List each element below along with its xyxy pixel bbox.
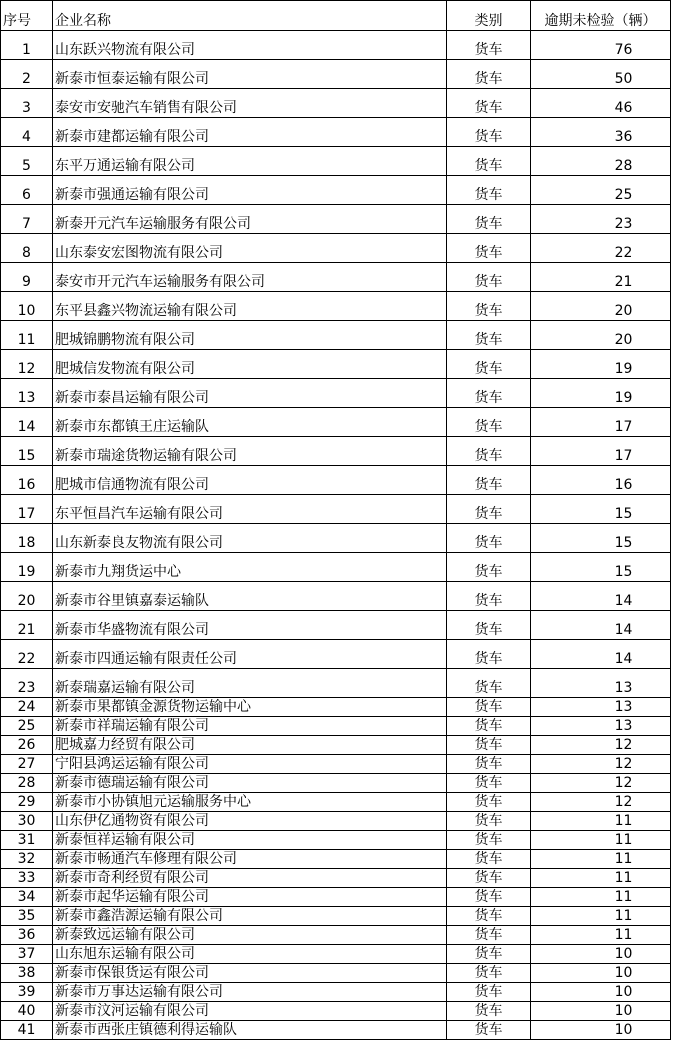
row-company-name: 新泰市祥瑞运输有限公司 xyxy=(53,717,447,736)
row-category: 货车 xyxy=(447,736,531,755)
row-company-name: 泰安市安驰汽车销售有限公司 xyxy=(53,89,447,118)
row-overdue-count: 76 xyxy=(531,31,671,60)
row-category: 货车 xyxy=(447,89,531,118)
row-company-name: 山东新泰良友物流有限公司 xyxy=(53,524,447,553)
row-category: 货车 xyxy=(447,408,531,437)
row-category: 货车 xyxy=(447,717,531,736)
row-category: 货车 xyxy=(447,437,531,466)
row-category: 货车 xyxy=(447,147,531,176)
row-overdue-count: 10 xyxy=(531,964,671,983)
row-company-name: 泰安市开元汽车运输服务有限公司 xyxy=(53,263,447,292)
row-overdue-count: 15 xyxy=(531,495,671,524)
row-category: 货车 xyxy=(447,812,531,831)
row-company-name: 肥城市信通物流有限公司 xyxy=(53,466,447,495)
row-seq: 9 xyxy=(1,263,53,292)
row-category: 货车 xyxy=(447,640,531,669)
table-row xyxy=(1,888,671,907)
table-row xyxy=(1,793,671,812)
table-row xyxy=(1,1002,671,1021)
row-seq: 27 xyxy=(1,755,53,774)
row-overdue-count: 12 xyxy=(531,736,671,755)
row-company-name: 新泰市小协镇旭元运输服务中心 xyxy=(53,793,447,812)
row-company-name: 新泰市果都镇金源货物运输中心 xyxy=(53,698,447,717)
row-company-name: 新泰市东都镇王庄运输队 xyxy=(53,408,447,437)
row-overdue-count: 23 xyxy=(531,205,671,234)
row-category: 货车 xyxy=(447,466,531,495)
row-overdue-count: 13 xyxy=(531,669,671,698)
row-seq: 30 xyxy=(1,812,53,831)
row-company-name: 宁阳县鸿运运输有限公司 xyxy=(53,755,447,774)
table-body xyxy=(1,31,671,1040)
row-overdue-count: 36 xyxy=(531,118,671,147)
header-row xyxy=(1,1,671,31)
table-row xyxy=(1,234,671,263)
row-category: 货车 xyxy=(447,926,531,945)
row-category: 货车 xyxy=(447,118,531,147)
row-seq: 26 xyxy=(1,736,53,755)
row-category: 货车 xyxy=(447,907,531,926)
row-overdue-count: 25 xyxy=(531,176,671,205)
table-row xyxy=(1,774,671,793)
row-seq: 38 xyxy=(1,964,53,983)
row-seq: 20 xyxy=(1,582,53,611)
row-seq: 17 xyxy=(1,495,53,524)
row-category: 货车 xyxy=(447,983,531,1002)
row-company-name: 新泰致远运输有限公司 xyxy=(53,926,447,945)
row-seq: 13 xyxy=(1,379,53,408)
row-company-name: 山东泰安宏图物流有限公司 xyxy=(53,234,447,263)
row-overdue-count: 14 xyxy=(531,640,671,669)
row-category: 货车 xyxy=(447,524,531,553)
row-company-name: 新泰恒祥运输有限公司 xyxy=(53,831,447,850)
row-company-name: 新泰市九翔货运中心 xyxy=(53,553,447,582)
row-seq: 6 xyxy=(1,176,53,205)
row-seq: 34 xyxy=(1,888,53,907)
row-overdue-count: 11 xyxy=(531,907,671,926)
row-overdue-count: 19 xyxy=(531,379,671,408)
row-overdue-count: 28 xyxy=(531,147,671,176)
table-row xyxy=(1,553,671,582)
row-category: 货车 xyxy=(447,888,531,907)
row-category: 货车 xyxy=(447,964,531,983)
table-row xyxy=(1,466,671,495)
row-seq: 19 xyxy=(1,553,53,582)
row-category: 货车 xyxy=(447,582,531,611)
table-row xyxy=(1,205,671,234)
row-company-name: 新泰市西张庄镇德利得运输队 xyxy=(53,1021,447,1040)
row-company-name: 新泰市起华运输有限公司 xyxy=(53,888,447,907)
row-category: 货车 xyxy=(447,774,531,793)
row-seq: 15 xyxy=(1,437,53,466)
row-category: 货车 xyxy=(447,234,531,263)
row-overdue-count: 10 xyxy=(531,1002,671,1021)
table-row xyxy=(1,176,671,205)
row-company-name: 新泰市鑫浩源运输有限公司 xyxy=(53,907,447,926)
table-row xyxy=(1,907,671,926)
row-overdue-count: 13 xyxy=(531,698,671,717)
row-company-name: 新泰市畅通汽车修理有限公司 xyxy=(53,850,447,869)
row-category: 货车 xyxy=(447,379,531,408)
row-overdue-count: 11 xyxy=(531,831,671,850)
row-seq: 12 xyxy=(1,350,53,379)
table-row xyxy=(1,263,671,292)
row-seq: 22 xyxy=(1,640,53,669)
row-company-name: 新泰市强通运输有限公司 xyxy=(53,176,447,205)
row-seq: 4 xyxy=(1,118,53,147)
row-company-name: 新泰市奇利经贸有限公司 xyxy=(53,869,447,888)
header-seq: 序号 xyxy=(1,1,53,31)
row-company-name: 新泰市恒泰运输有限公司 xyxy=(53,60,447,89)
table-row xyxy=(1,524,671,553)
row-seq: 16 xyxy=(1,466,53,495)
row-seq: 29 xyxy=(1,793,53,812)
row-overdue-count: 13 xyxy=(531,717,671,736)
row-category: 货车 xyxy=(447,831,531,850)
row-company-name: 肥城信发物流有限公司 xyxy=(53,350,447,379)
row-overdue-count: 12 xyxy=(531,755,671,774)
row-seq: 24 xyxy=(1,698,53,717)
table-row xyxy=(1,669,671,698)
row-overdue-count: 17 xyxy=(531,437,671,466)
header-category: 类别 xyxy=(447,1,531,31)
row-company-name: 新泰市建都运输有限公司 xyxy=(53,118,447,147)
table-row xyxy=(1,408,671,437)
row-company-name: 新泰市保银货运有限公司 xyxy=(53,964,447,983)
row-company-name: 山东旭东运输有限公司 xyxy=(53,945,447,964)
table-row xyxy=(1,945,671,964)
table-row xyxy=(1,736,671,755)
row-seq: 8 xyxy=(1,234,53,263)
row-company-name: 新泰市谷里镇嘉泰运输队 xyxy=(53,582,447,611)
table-row xyxy=(1,379,671,408)
row-category: 货车 xyxy=(447,669,531,698)
row-category: 货车 xyxy=(447,945,531,964)
row-overdue-count: 10 xyxy=(531,983,671,1002)
row-company-name: 肥城嘉力经贸有限公司 xyxy=(53,736,447,755)
row-company-name: 新泰瑞嘉运输有限公司 xyxy=(53,669,447,698)
row-seq: 35 xyxy=(1,907,53,926)
row-seq: 40 xyxy=(1,1002,53,1021)
row-category: 货车 xyxy=(447,1002,531,1021)
row-overdue-count: 50 xyxy=(531,60,671,89)
row-company-name: 新泰市四通运输有限责任公司 xyxy=(53,640,447,669)
row-company-name: 肥城锦鹏物流有限公司 xyxy=(53,321,447,350)
row-category: 货车 xyxy=(447,31,531,60)
row-seq: 23 xyxy=(1,669,53,698)
row-seq: 10 xyxy=(1,292,53,321)
row-overdue-count: 11 xyxy=(531,869,671,888)
table-row xyxy=(1,350,671,379)
table-row xyxy=(1,495,671,524)
row-overdue-count: 20 xyxy=(531,321,671,350)
row-seq: 39 xyxy=(1,983,53,1002)
row-company-name: 山东跃兴物流有限公司 xyxy=(53,31,447,60)
row-category: 货车 xyxy=(447,263,531,292)
row-overdue-count: 11 xyxy=(531,926,671,945)
table-row xyxy=(1,812,671,831)
table-row xyxy=(1,582,671,611)
table-row xyxy=(1,717,671,736)
row-category: 货车 xyxy=(447,350,531,379)
row-category: 货车 xyxy=(447,176,531,205)
row-seq: 1 xyxy=(1,31,53,60)
row-overdue-count: 20 xyxy=(531,292,671,321)
table-row xyxy=(1,964,671,983)
table-row xyxy=(1,1021,671,1040)
row-overdue-count: 46 xyxy=(531,89,671,118)
row-seq: 33 xyxy=(1,869,53,888)
row-seq: 41 xyxy=(1,1021,53,1040)
row-overdue-count: 11 xyxy=(531,850,671,869)
table-row xyxy=(1,831,671,850)
row-overdue-count: 22 xyxy=(531,234,671,263)
row-category: 货车 xyxy=(447,869,531,888)
row-seq: 36 xyxy=(1,926,53,945)
row-overdue-count: 11 xyxy=(531,888,671,907)
row-company-name: 新泰市瑞途货物运输有限公司 xyxy=(53,437,447,466)
row-category: 货车 xyxy=(447,321,531,350)
row-company-name: 新泰市德瑞运输有限公司 xyxy=(53,774,447,793)
row-company-name: 山东伊亿通物资有限公司 xyxy=(53,812,447,831)
row-company-name: 新泰市万事达运输有限公司 xyxy=(53,983,447,1002)
table-row xyxy=(1,983,671,1002)
row-category: 货车 xyxy=(447,793,531,812)
row-seq: 18 xyxy=(1,524,53,553)
table-row xyxy=(1,755,671,774)
row-category: 货车 xyxy=(447,205,531,234)
row-category: 货车 xyxy=(447,553,531,582)
row-overdue-count: 14 xyxy=(531,582,671,611)
row-seq: 31 xyxy=(1,831,53,850)
table-row xyxy=(1,869,671,888)
row-seq: 28 xyxy=(1,774,53,793)
row-category: 货车 xyxy=(447,495,531,524)
row-company-name: 新泰开元汽车运输服务有限公司 xyxy=(53,205,447,234)
row-seq: 37 xyxy=(1,945,53,964)
table-row xyxy=(1,850,671,869)
row-overdue-count: 12 xyxy=(531,774,671,793)
row-seq: 21 xyxy=(1,611,53,640)
row-seq: 3 xyxy=(1,89,53,118)
row-seq: 5 xyxy=(1,147,53,176)
table-row xyxy=(1,926,671,945)
row-seq: 25 xyxy=(1,717,53,736)
table-row xyxy=(1,698,671,717)
row-overdue-count: 17 xyxy=(531,408,671,437)
table-row xyxy=(1,437,671,466)
row-seq: 2 xyxy=(1,60,53,89)
row-overdue-count: 11 xyxy=(531,812,671,831)
row-company-name: 新泰市华盛物流有限公司 xyxy=(53,611,447,640)
row-company-name: 东平恒昌汽车运输有限公司 xyxy=(53,495,447,524)
row-company-name: 东平县鑫兴物流运输有限公司 xyxy=(53,292,447,321)
row-seq: 14 xyxy=(1,408,53,437)
row-category: 货车 xyxy=(447,292,531,321)
table-row xyxy=(1,292,671,321)
row-company-name: 东平万通运输有限公司 xyxy=(53,147,447,176)
row-overdue-count: 15 xyxy=(531,524,671,553)
row-category: 货车 xyxy=(447,698,531,717)
row-category: 货车 xyxy=(447,611,531,640)
row-overdue-count: 15 xyxy=(531,553,671,582)
row-company-name: 新泰市泰昌运输有限公司 xyxy=(53,379,447,408)
row-category: 货车 xyxy=(447,60,531,89)
table-row xyxy=(1,147,671,176)
row-overdue-count: 12 xyxy=(531,793,671,812)
table-row xyxy=(1,640,671,669)
row-overdue-count: 21 xyxy=(531,263,671,292)
row-overdue-count: 19 xyxy=(531,350,671,379)
table-row xyxy=(1,60,671,89)
header-overdue-count: 逾期未检验（辆） xyxy=(531,1,671,31)
table-row xyxy=(1,118,671,147)
row-category: 货车 xyxy=(447,850,531,869)
row-category: 货车 xyxy=(447,1021,531,1040)
table-row xyxy=(1,611,671,640)
row-overdue-count: 10 xyxy=(531,945,671,964)
row-company-name: 新泰市汶河运输有限公司 xyxy=(53,1002,447,1021)
table-row xyxy=(1,89,671,118)
table-row xyxy=(1,321,671,350)
row-overdue-count: 14 xyxy=(531,611,671,640)
row-seq: 32 xyxy=(1,850,53,869)
header-company-name: 企业名称 xyxy=(53,1,447,31)
row-overdue-count: 10 xyxy=(531,1021,671,1040)
row-seq: 7 xyxy=(1,205,53,234)
table-row xyxy=(1,31,671,60)
row-category: 货车 xyxy=(447,755,531,774)
row-seq: 11 xyxy=(1,321,53,350)
row-overdue-count: 16 xyxy=(531,466,671,495)
